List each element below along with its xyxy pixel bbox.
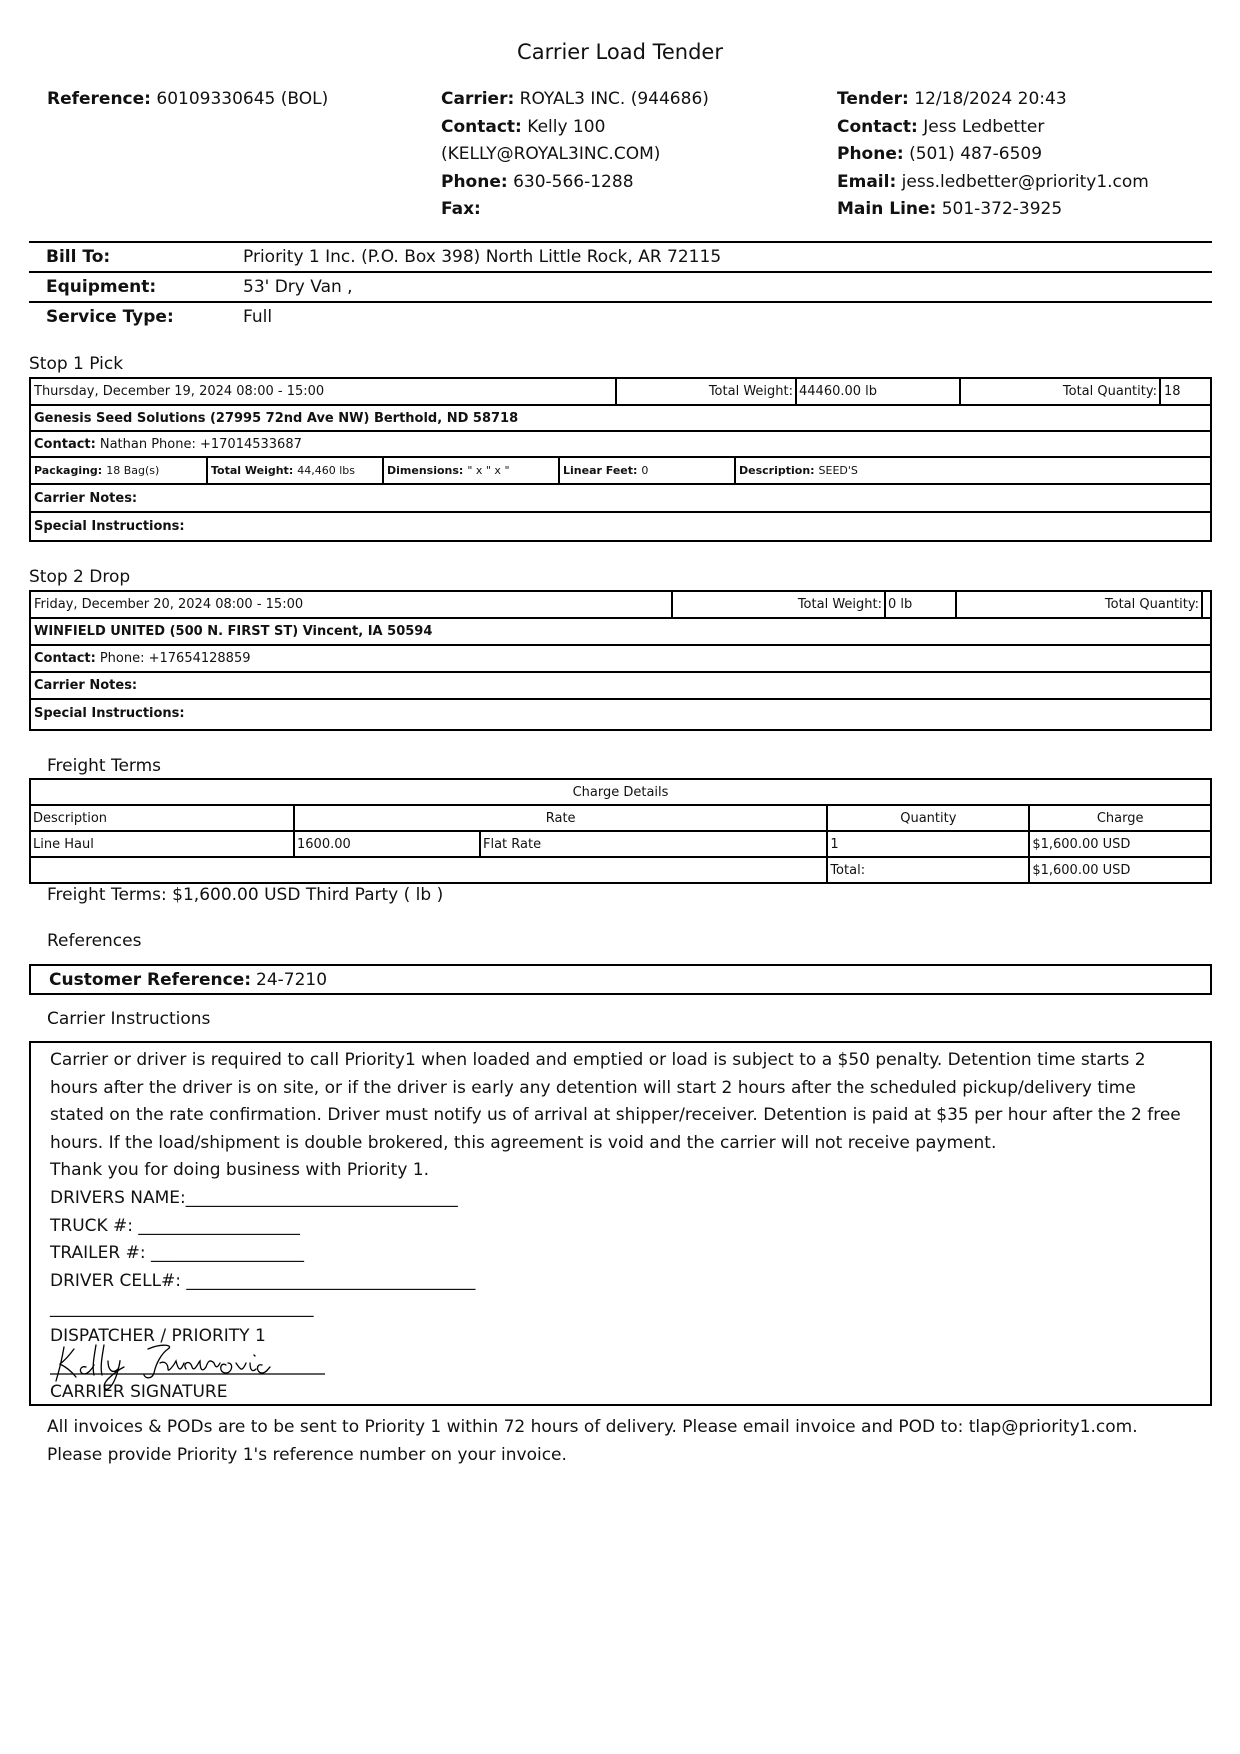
charge-total-row	[30, 857, 1211, 883]
stop1-linear-value: 0	[641, 464, 649, 477]
equipment-value: 53' Dry Van ,	[225, 272, 1212, 302]
thanks-text: Thank you for doing business with Priority 1.	[50, 1160, 429, 1181]
bill-to-row	[29, 242, 1212, 272]
tender-block	[837, 86, 1149, 224]
line-description: Line Haul	[30, 831, 294, 857]
carrier-label: Carrier:	[441, 89, 515, 109]
freight-terms-heading: Freight Terms	[47, 756, 162, 776]
equipment-row	[29, 272, 1212, 302]
stop1-contact-label: Contact:	[34, 436, 96, 452]
stop2-location: WINFIELD UNITED (500 N. FIRST ST) Vincent, IA 50594	[31, 619, 1210, 646]
phone-value: (501) 487-6509	[909, 144, 1043, 164]
total-spacer	[30, 857, 827, 883]
driver-cell-line: DRIVER CELL#: __________________________________	[50, 1270, 476, 1291]
carrier-instructions-heading: Carrier Instructions	[47, 1009, 211, 1029]
stop2-total-weight-value: 0 lb	[884, 592, 955, 617]
total-label: Total:	[827, 857, 1029, 883]
line-rate-type: Flat Rate	[480, 831, 827, 857]
line-charge: $1,600.00 USD	[1029, 831, 1211, 857]
stop1-weight-label: Total Weight:	[211, 464, 294, 477]
stop2-contact-value: Phone: +17654128859	[99, 651, 251, 666]
stop2-total-qty-value	[1201, 592, 1210, 617]
stop2-carrier-notes: Carrier Notes:	[31, 673, 1210, 700]
mainline-label: Main Line:	[837, 199, 937, 219]
stop1-total-weight-label: Total Weight:	[615, 379, 795, 404]
stop1-weight	[206, 458, 382, 483]
charge-title-row	[30, 779, 1211, 805]
service-type-row	[29, 302, 1212, 331]
stop1-weight-value: 44,460 lbs	[297, 464, 355, 477]
dispatcher-label: DISPATCHER / PRIORITY 1	[50, 1325, 266, 1346]
total-value: $1,600.00 USD	[1029, 857, 1211, 883]
customer-reference-label: Customer Reference:	[49, 969, 252, 990]
contact-label: Contact:	[837, 116, 918, 137]
stop1-dimensions-label: Dimensions:	[387, 464, 464, 477]
carrier-block	[441, 86, 761, 224]
reference-block	[47, 86, 328, 114]
stop1-description	[734, 458, 1210, 483]
line-rate: 1600.00	[294, 831, 480, 857]
stop2-total-weight-label: Total Weight:	[671, 592, 884, 617]
stop1-details-row	[31, 458, 1210, 485]
mainline-value: 501-372-3925	[941, 199, 1063, 219]
dispatcher-sign-line: _______________________________	[50, 1298, 314, 1319]
customer-reference-value: 24-7210	[256, 969, 328, 990]
handwritten-signature	[50, 1339, 330, 1391]
carrier-instructions-box	[29, 1041, 1212, 1406]
carrier-signature-label: CARRIER SIGNATURE	[50, 1381, 228, 1402]
stop2-datetime-row	[31, 592, 1210, 619]
charge-details-title: Charge Details	[30, 779, 1211, 805]
tender-label: Tender:	[837, 89, 909, 109]
stop1-linear-label: Linear Feet:	[563, 464, 638, 477]
carrier-value: ROYAL3 INC. (944686)	[519, 89, 709, 109]
references-heading: References	[47, 931, 142, 951]
carrier-phone-label: Phone:	[441, 171, 508, 192]
stop1-packaging-label: Packaging:	[34, 464, 103, 477]
stop1-linear-feet	[558, 458, 734, 483]
phone-label: Phone:	[837, 144, 904, 164]
email-label: Email:	[837, 171, 897, 192]
contact-value: Jess Ledbetter	[923, 116, 1045, 137]
page-title: Carrier Load Tender	[517, 40, 723, 64]
col-description: Description	[30, 805, 294, 831]
instructions-paragraph: Carrier or driver is required to call Priority1 when loaded and emptied or load is subject to a $50 penalty. Detention time starts 2 hours after the driver is on site, or if the driver is early any detention will start 2 hours after the scheduled pickup/delivery time stated on the rate confirmation. Driver must notify us of arrival at shipper/receiver. Detention is paid at $35 per hour after the 2 free hours. If the load/shipment is double brokered, this agreement is void and the carrier will not receive payment.	[50, 1050, 1181, 1153]
col-rate: Rate	[294, 805, 827, 831]
reference-value: 60109330645 (BOL)	[156, 89, 329, 109]
signature-area	[50, 1351, 1190, 1379]
drivers-name-line: DRIVERS NAME:________________________________	[50, 1187, 458, 1208]
stop2-contact-row	[31, 646, 1210, 673]
stop2-box	[29, 590, 1212, 731]
stop1-total-qty-value: 18	[1159, 379, 1210, 404]
stop1-packaging-value: 18 Bag(s)	[106, 464, 160, 477]
carrier-contact-value: Kelly 100	[527, 116, 606, 137]
freight-terms-text: Freight Terms: $1,600.00 USD Third Party ( lb )	[47, 885, 444, 905]
stop1-total-weight-value: 44460.00 lb	[795, 379, 959, 404]
stop1-carrier-notes: Carrier Notes:	[31, 485, 1210, 513]
email-value: jess.ledbetter@priority1.com	[901, 171, 1149, 192]
carrier-contact-email: (KELLY@ROYAL3INC.COM)	[441, 144, 661, 164]
service-type-value: Full	[225, 302, 1212, 331]
bill-to-label: Bill To:	[29, 242, 225, 272]
service-type-label: Service Type:	[29, 302, 225, 331]
col-quantity: Quantity	[827, 805, 1029, 831]
stop1-heading: Stop 1 Pick	[29, 354, 124, 374]
stop1-dimensions	[382, 458, 558, 483]
reference-label: Reference:	[47, 89, 151, 109]
load-info-table	[29, 241, 1212, 331]
stop1-datetime: Thursday, December 19, 2024 08:00 - 15:00	[34, 384, 325, 399]
footer-note: All invoices & PODs are to be sent to Priority 1 within 72 hours of delivery. Please email invoice and POD to: tlap@priority1.com. Please provide Priority 1's reference number on your invoice.	[47, 1417, 1138, 1465]
bill-to-value: Priority 1 Inc. (P.O. Box 398) North Little Rock, AR 72115	[225, 242, 1212, 272]
charge-header-row	[30, 805, 1211, 831]
carrier-phone-value: 630-566-1288	[513, 171, 634, 192]
stop1-description-value: SEED'S	[818, 464, 858, 477]
carrier-contact-label: Contact:	[441, 116, 522, 137]
stop1-datetime-row	[31, 379, 1210, 406]
charge-details-table	[29, 778, 1212, 884]
stop2-special-instructions: Special Instructions:	[34, 706, 185, 721]
stop1-packaging	[34, 458, 206, 483]
stop1-contact-row	[31, 432, 1210, 458]
stop1-description-label: Description:	[739, 464, 815, 477]
stop2-heading: Stop 2 Drop	[29, 567, 131, 587]
stop2-total-qty-label: Total Quantity:	[955, 592, 1201, 617]
carrier-fax-label: Fax:	[441, 199, 481, 219]
truck-line: TRUCK #: ___________________	[50, 1215, 300, 1236]
customer-reference-box	[29, 964, 1212, 995]
stop1-special-instructions: Special Instructions:	[34, 519, 185, 534]
stop2-datetime: Friday, December 20, 2024 08:00 - 15:00	[34, 597, 304, 612]
stop1-box	[29, 377, 1212, 542]
tender-value: 12/18/2024 20:43	[914, 89, 1067, 109]
stop1-total-qty-label: Total Quantity:	[959, 379, 1159, 404]
col-charge: Charge	[1029, 805, 1211, 831]
stop1-location: Genesis Seed Solutions (27995 72nd Ave NW) Berthold, ND 58718	[31, 406, 1210, 432]
equipment-label: Equipment:	[29, 272, 225, 302]
stop1-contact-value: Nathan Phone: +17014533687	[99, 436, 302, 452]
charge-line-row	[30, 831, 1211, 857]
stop2-contact-label: Contact:	[34, 651, 96, 666]
line-quantity: 1	[827, 831, 1029, 857]
stop1-dimensions-value: " x " x "	[467, 464, 510, 477]
trailer-line: TRAILER #: __________________	[50, 1243, 304, 1264]
